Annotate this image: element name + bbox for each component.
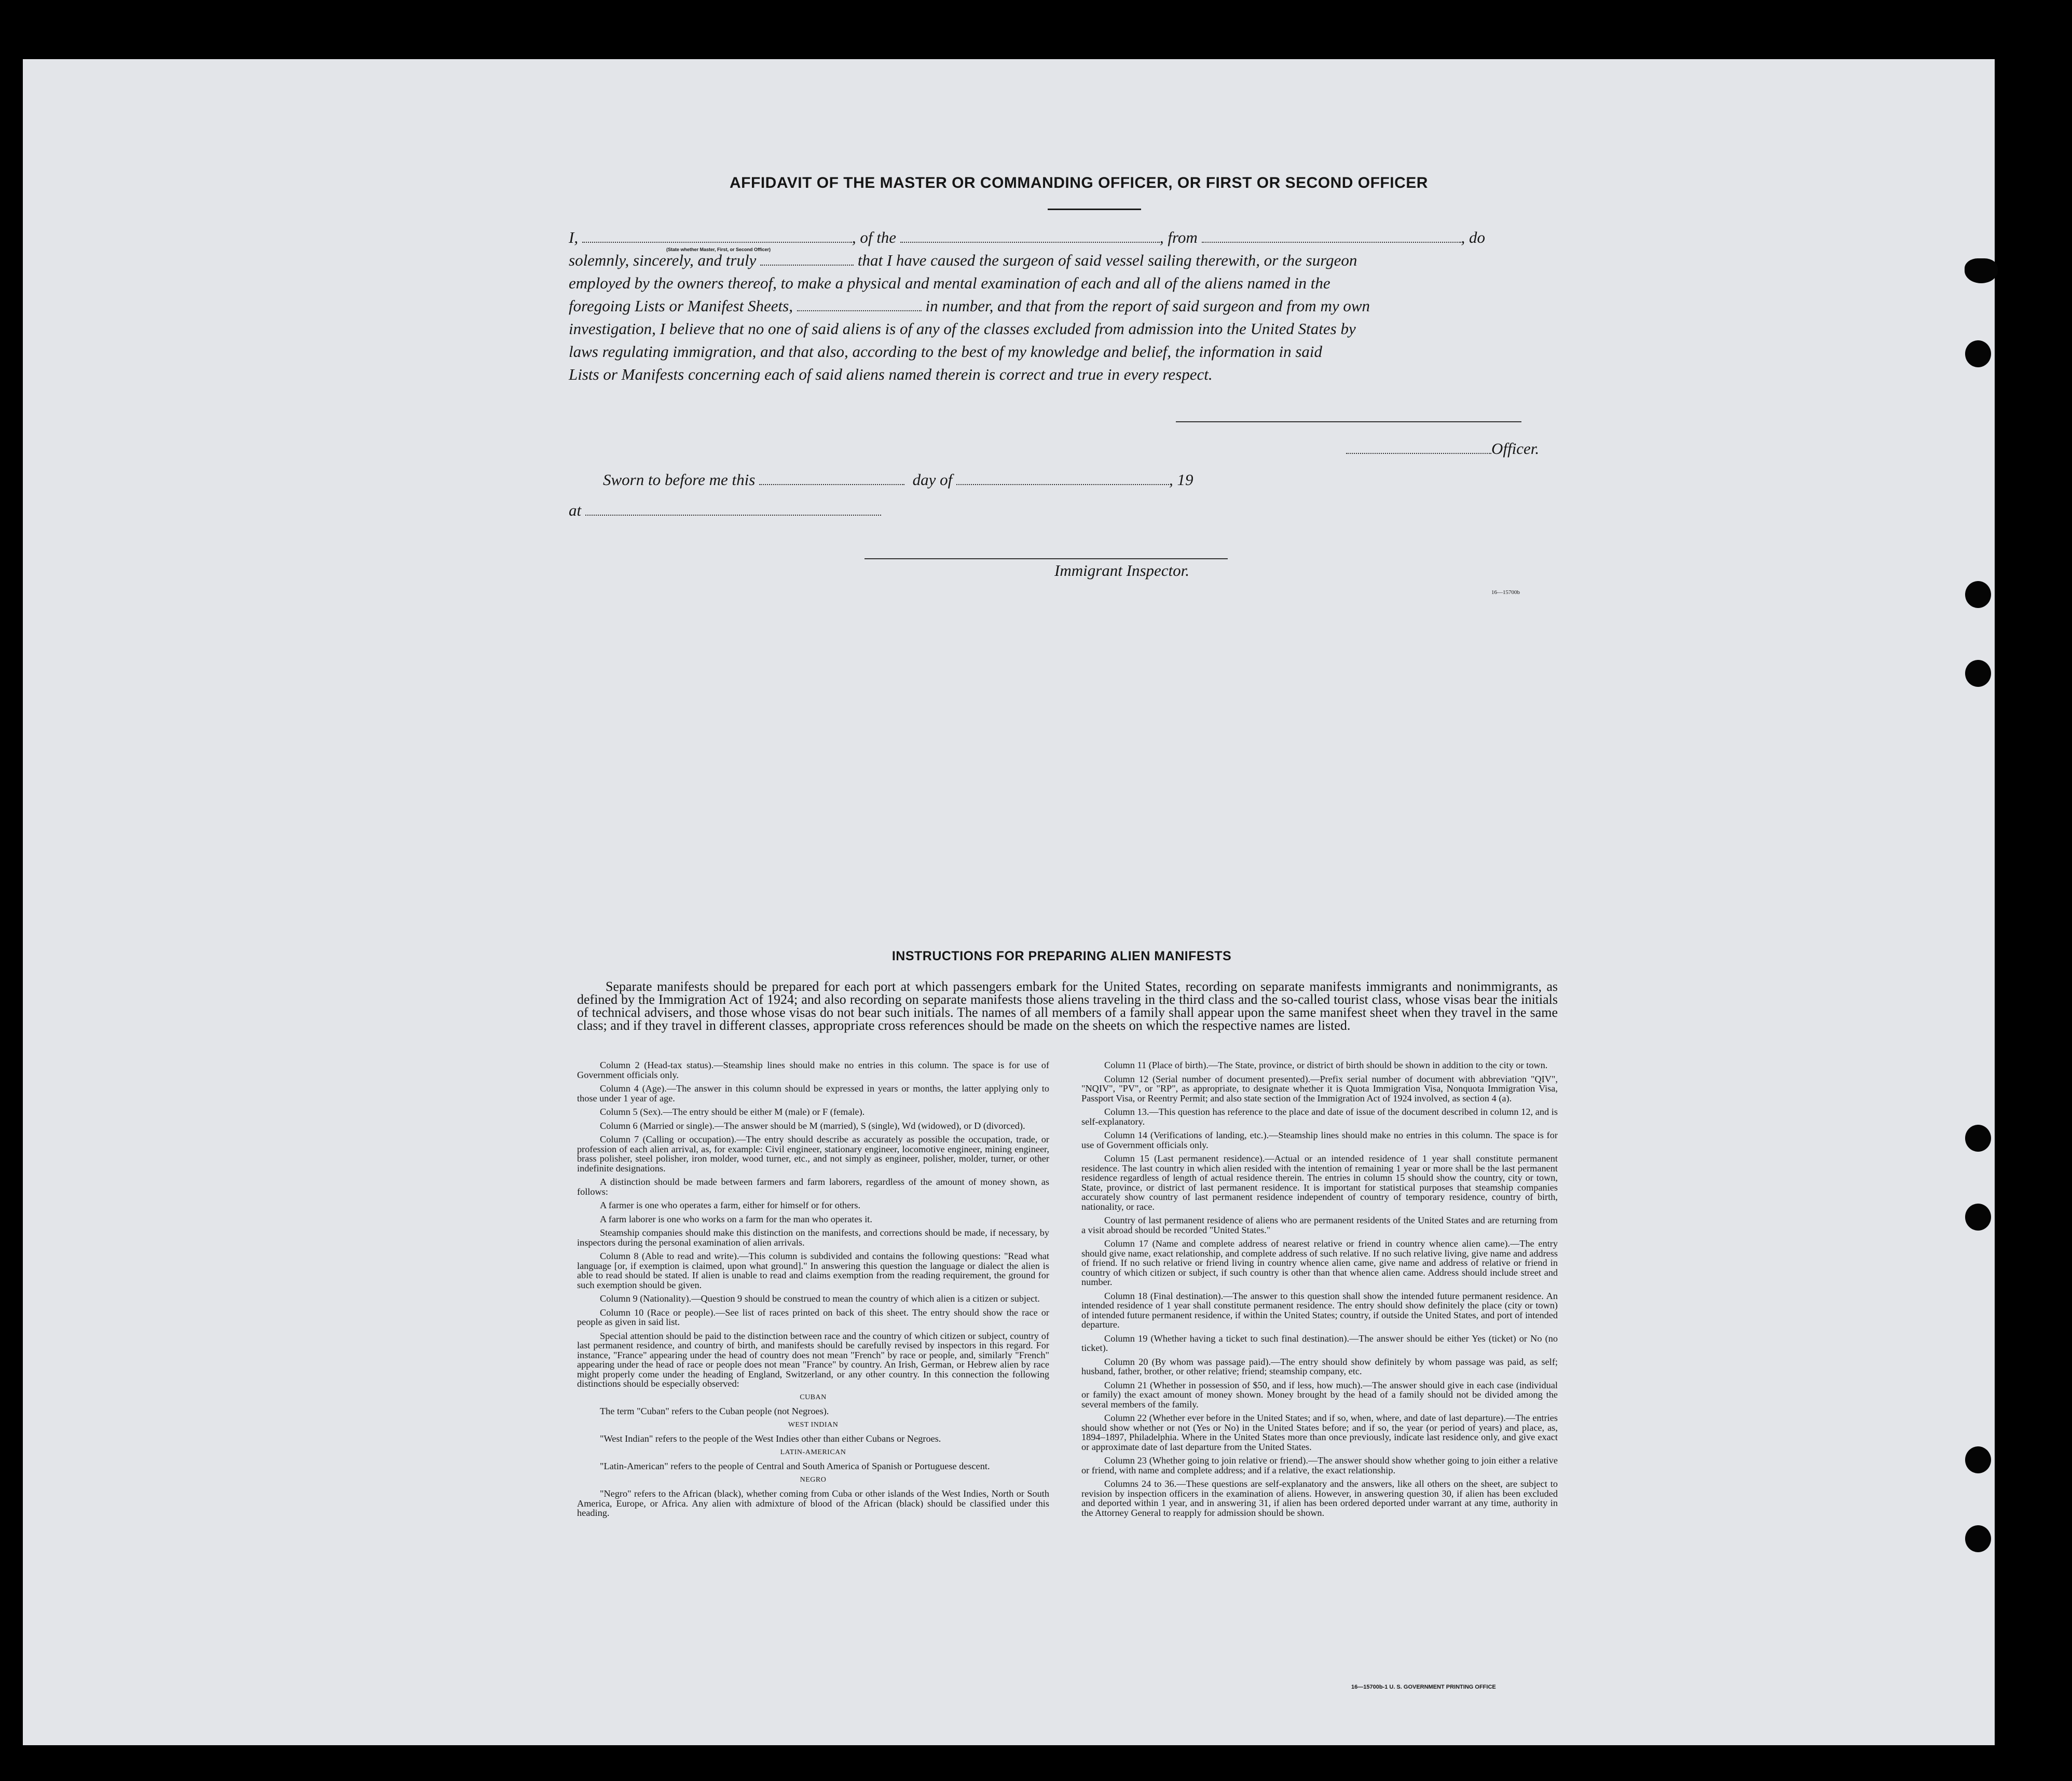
instruction-paragraph: Column 10 (Race or people).—See list of races printed on back of this sheet. The entry should show the race or people as given in said list.: [577, 1307, 1049, 1327]
inspector-label: Immigrant Inspector.: [1054, 561, 1190, 579]
punch-hole: [1965, 1446, 1991, 1473]
instructions-right-column: [1081, 1060, 1558, 1522]
document-page: [23, 59, 1995, 1745]
instruction-paragraph: Column 4 (Age).—The answer in this column should be expressed in years or months, the latter applying only to those under 1 year of age.: [577, 1083, 1049, 1103]
instructions-intro: Separate manifests should be prepared for each port at which passengers embark for the United States, recording on separate manifests immigrants and nonimmigrants, as defined by the Immigration Act of 1924; and also recording on separate manifests those aliens traveling in the third class and the so-called tourist class, whose visas bear the initials of technical advisers, and those whose visas do not bear such initials. The names of all members of a family shall appear upon the same manifest sheet when they travel in the same class; and if they travel in different classes, appropriate cross references should be made on the sheets on which the respective names are listed.: [577, 979, 1558, 1033]
instructions-left-column: [577, 1060, 1049, 1522]
title-rule: [1048, 209, 1141, 210]
instruction-paragraph: Column 19 (Whether having a ticket to such final destination).—The answer should be either Yes (ticket) or No (no ticket).: [1081, 1333, 1558, 1353]
affidavit-line-3: employed by the owners thereof, to make a physical and mental examination of each and all of the aliens named in the: [569, 274, 1330, 292]
west-indian-text: "West Indian" refers to the people of the West Indies other than either Cubans or Negroes.: [600, 1433, 941, 1444]
instruction-paragraph: Column 5 (Sex).—The entry should be either M (male) or F (female).: [600, 1107, 865, 1117]
instruction-paragraph: Column 7 (Calling or occupation).—The entry should describe as accurately as possible the occupation, trade, or profession of each alien arrival, as, for example: Civil engineer, stationary engineer, locomotive engineer, mining engineer, brass polisher, steel polisher, iron molder, wood turner, etc., and not simply as engineer, polisher, molder, turner, or other indefinite designations.: [577, 1134, 1049, 1173]
affidavit-line-2: solemnly, sincerely, and truly that I have caused the surgeon of said vessel sailing therewith, or the surgeon: [569, 251, 1357, 269]
punch-hole: [1965, 1525, 1991, 1552]
latin-american-heading: LATIN-AMERICAN: [780, 1448, 846, 1456]
instruction-paragraph: Column 9 (Nationality).—Question 9 should be construed to mean the country of which alien is a citizen or subject.: [600, 1293, 1040, 1304]
affidavit-line-7: Lists or Manifests concerning each of said aliens named therein is correct and true in every respect.: [569, 365, 1213, 383]
negro-text: "Negro" refers to the African (black), whether coming from Cuba or other islands of the West Indies, North or South America, Europe, or Africa. Any alien with admixture of blood of the African (black) should be classified under this heading.: [577, 1488, 1049, 1518]
negro-heading: NEGRO: [800, 1475, 827, 1484]
inspector-signature-line: [865, 558, 1228, 559]
instruction-paragraph: Column 20 (By whom was passage paid).—The entry should show definitely by whom passage was paid, as self; husband, father, brother, or other relative; friend; steamship company, etc.: [1081, 1356, 1558, 1376]
officer-signature-line: [1176, 421, 1521, 422]
officer-title-blank: [1346, 452, 1491, 454]
punch-hole: [1965, 340, 1991, 367]
affidavit-line-5: investigation, I believe that no one of said aliens is of any of the classes excluded from admission into the United States by: [569, 320, 1356, 338]
punch-hole: [1965, 1125, 1991, 1152]
vessel-name-blank: [900, 241, 1160, 243]
instruction-paragraph: Column 23 (Whether going to join relative or friend).—The answer should show whether going to join either a relative or friend, with name and complete address; and if a relative, the exact relationship.: [1081, 1455, 1558, 1475]
instruction-paragraph: Column 17 (Name and complete address of nearest relative or friend in country whence alien came).—The entry should give name, exact relationship, and complete address of such relative. If no such relative living, give name and address of friend. If no such relative or friend living in country whence alien came, give name and address of relative or friend in country of which citizen or subject, if such country is other than that whence alien came. Address should include street and number.: [1081, 1238, 1558, 1287]
sworn-month-blank: [956, 483, 1169, 485]
form-number: 16—15700b: [1491, 589, 1520, 596]
place-blank: [585, 514, 881, 516]
instruction-paragraph: Column 11 (Place of birth).—The State, province, or district of birth should be shown in addition to the city or town.: [1104, 1060, 1548, 1070]
port-blank: [1202, 241, 1461, 243]
instruction-paragraph: Column 6 (Married or single).—The answer should be M (married), S (single), Wd (widowed), or D (divorced).: [600, 1120, 1025, 1131]
binder-clip-hole: [1965, 258, 1998, 283]
punch-hole: [1965, 1204, 1991, 1231]
instruction-paragraph: Columns 24 to 36.—These questions are self-explanatory and the answers, like all others on the sheet, are subject to revision by inspection officers in the examination of aliens. However, in answering question 30, if alien has been excluded and deported within 1 year, and in answering 31, if alien has been ordered deported under warrant at any time, authority in the Attorney General to reapply for admission should be shown.: [1081, 1479, 1558, 1518]
affidavit-line-6: laws regulating immigration, and that also, according to the best of my knowledge and belief, the information in said: [569, 342, 1323, 361]
instruction-paragraph: Column 14 (Verifications of landing, etc.).—Steamship lines should make no entries in this column. The space is for use of Government officials only.: [1081, 1130, 1558, 1150]
affidavit-line-4: foregoing Lists or Manifest Sheets, in number, and that from the report of said surgeon and from my own: [569, 297, 1370, 315]
oath-blank: [760, 264, 854, 266]
punch-hole: [1965, 581, 1991, 608]
latin-american-text: "Latin-American" refers to the people of Central and South America of Spanish or Portuguese descent.: [600, 1461, 990, 1471]
sworn-day-blank: [759, 483, 904, 485]
instruction-paragraph: A farm laborer is one who works on a farm for the man who operates it.: [600, 1213, 872, 1224]
instruction-paragraph: Steamship companies should make this distinction on the manifests, and corrections should be made, if necessary, by inspectors during the personal examination of alien arrivals.: [577, 1227, 1049, 1248]
at-line: at: [569, 501, 881, 520]
number-blank: [797, 309, 922, 311]
affidavit-line-1: I, , of the , from , do: [569, 228, 1485, 246]
instructions-title: INSTRUCTIONS FOR PREPARING ALIEN MANIFESTS: [891, 949, 1232, 963]
instruction-paragraph: Column 2 (Head-tax status).—Steamship lines should make no entries in this column. The space is for use of Government officials only.: [577, 1060, 1049, 1080]
officer-label: Officer.: [1346, 439, 1539, 458]
instruction-paragraph: Column 13.—This question has reference to the place and date of issue of the document described in column 12, and is self-explanatory.: [1081, 1107, 1558, 1127]
instruction-paragraph: Column 21 (Whether in possession of $50, and if less, how much).—The answer should give in each case (individual or family) the exact amount of money shown. Money brought by the head of a family should not be divided among the several members of the family.: [1081, 1379, 1558, 1410]
cuban-heading: CUBAN: [800, 1393, 827, 1401]
printing-office-footer: 16—15700b-1 U. S. GOVERNMENT PRINTING OFFICE: [1351, 1684, 1496, 1690]
punch-hole: [1965, 660, 1991, 687]
instruction-paragraph: Column 18 (Final destination).—The answer to this question shall show the intended future permanent residence. An intended residence of 1 year shall constitute permanent residence. The entry should show definitely the place (city or town) of intended future permanent residence, if within the United States; country, if outside the United States, and port of intended departure.: [1081, 1290, 1558, 1330]
rank-note: (State whether Master, First, or Second Officer): [666, 247, 771, 252]
instruction-paragraph: Column 22 (Whether ever before in the United States; and if so, when, where, and date of last departure).—The entries should show whether or not (Yes or No) in the United States before; and if so, the year (or period of years) and place, as, 1894–1897, Philadelphia. Where in the United States more than once previously, indicate last residence only, and give exact or approximate date of last departure from the United States.: [1081, 1413, 1558, 1452]
sworn-line: Sworn to before me this day of , 19: [603, 471, 1193, 489]
instruction-paragraph: A farmer is one who operates a farm, either for himself or for others.: [600, 1200, 861, 1210]
instruction-paragraph: Special attention should be paid to the distinction between race and the country of which citizen or subject, country of last permanent residence, and country of birth, and manifests should be carefully revised by inspectors in this regard. For instance, "France" appearing under the head of country does not mean "French" by race or people, and, similarly "French" appearing under the head of race or people does not mean "France" by country. An Irish, German, or Hebrew alien by race might properly come under the heading of England, Switzerland, or any other country. In this connection the following distinctions should be especially observed:: [577, 1330, 1049, 1389]
instruction-paragraph: Country of last permanent residence of aliens who are permanent residents of the United States and are returning from a visit abroad should be recorded "United States.": [1081, 1215, 1558, 1235]
instruction-paragraph: Column 8 (Able to read and write).—This column is subdivided and contains the following questions: "Read what language [or, if exemption is claimed, upon what ground]." In answering this question the language or dialect the alien is able to read should be stated. If alien is unable to read and claims exemption from the reading requirement, the ground for such exemption should be given.: [577, 1251, 1049, 1290]
cuban-text: The term "Cuban" refers to the Cuban people (not Negroes).: [600, 1406, 829, 1416]
officer-rank-blank: [582, 241, 852, 243]
affidavit-title: AFFIDAVIT OF THE MASTER OR COMMANDING OFFICER, OR FIRST OR SECOND OFFICER: [730, 174, 1428, 191]
instruction-paragraph: Column 12 (Serial number of document presented).—Prefix serial number of document with abbreviation "QIV", "NQIV", "PV", or "RP", as appropriate, to designate whether it is Quota Immigration Visa, Nonquota Immigration Visa, Passport Visa, or Reentry Permit; and also state section of the Immigration Act of 1924 involved, as section 4 (a).: [1081, 1073, 1558, 1103]
west-indian-heading: WEST INDIAN: [788, 1420, 839, 1429]
instruction-paragraph: Column 15 (Last permanent residence).—Actual or an intended residence of 1 year shall constitute permanent residence. The last country in which alien resided with the intention of remaining 1 year or more shall be the last permanent residence regardless of length of actual residence therein. The entries in column 15 should show the country, city or town, State, province, or district of last permanent residence. It is important for statistical purposes that steamship companies accurately show country of last permanent residence independent of country of temporary residence, country of birth, nationality, or race.: [1081, 1153, 1558, 1212]
instruction-paragraph: A distinction should be made between farmers and farm laborers, regardless of the amount of money shown, as follows:: [577, 1177, 1049, 1197]
